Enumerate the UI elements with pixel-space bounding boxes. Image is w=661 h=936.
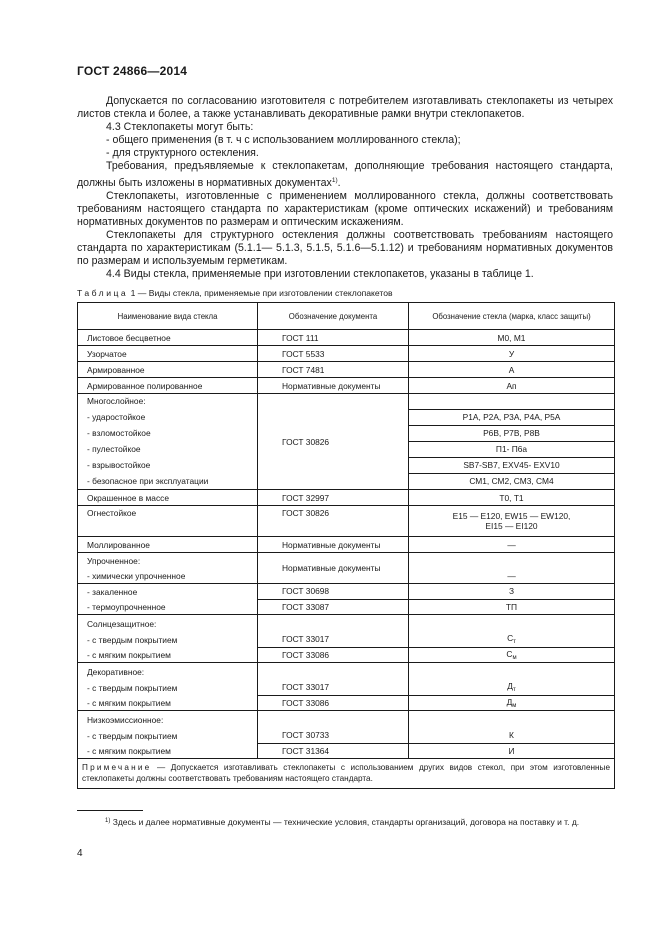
table-row	[78, 537, 615, 553]
page-number: 4	[77, 848, 83, 859]
footnote-ref: 1)	[331, 176, 338, 184]
table-cell: ГОСТ 33017	[258, 632, 409, 647]
table-note: Примечание — Допускается изготавливать стеклопакеты с использованием других видов стекол, при этом изготовленные стеклопакеты должны соответствовать требованиям настоящего стандарта.	[78, 759, 615, 789]
table-cell: Многослойное: - ударостойкое - взломостойкое - пулестойкое - взрывостойкое - безопасное при эксплуатации	[78, 394, 258, 490]
table-row	[78, 632, 615, 647]
table-row	[78, 599, 615, 615]
table-cell: ГОСТ 33087	[258, 599, 409, 615]
table-cell: У	[409, 346, 615, 362]
paragraph: Требования, предъявляемые к стеклопакетам, дополняющие требования настоящего стандарта, должны быть изложены в нормативных документах$^{1)}$.	[77, 160, 613, 189]
table-cell: Декоративное:	[78, 663, 258, 681]
table-cell: Листовое бесцветное	[78, 330, 258, 346]
table-cell: ГОСТ 31364	[258, 743, 409, 759]
table-cell: ГОСТ 30826	[258, 394, 409, 490]
table-row	[78, 647, 615, 663]
table-cell: К	[409, 728, 615, 743]
clause-4-4: 4.4 Виды стекла, применяемые при изготовлении стеклопакетов, указаны в таблице 1.	[106, 268, 534, 281]
table-cell: Моллированное	[78, 537, 258, 553]
paragraph: Стеклопакеты для структурного остекления должны соответствовать требованиям настоящего стандарта по характеристикам (5.1.1— 5.1.3, 5.1.5, 5.1.6—5.1.12) и требованиям нормативных документов по размерам и используемым герметикам.	[77, 228, 613, 268]
table-cell: - с мягким покрытием	[78, 695, 258, 711]
table-cell: А	[409, 362, 615, 378]
table-cell: ГОСТ 30733	[258, 728, 409, 743]
table-cell: ГОСТ 32997	[258, 490, 409, 506]
table-cell: - с твердым покрытием	[78, 680, 258, 695]
table-cell: Упрочненное:	[78, 553, 258, 569]
table-cell: Низкоэмиссионное:	[78, 711, 258, 729]
table-cell: - с мягким покрытием	[78, 647, 258, 663]
column-header: Обозначение стекла (марка, класс защиты)	[409, 303, 615, 330]
table-row-decorative	[78, 663, 615, 681]
table-row	[78, 728, 615, 743]
table-cell: Нормативные документы	[258, 537, 409, 553]
table-cell: ГОСТ 30698	[258, 584, 409, 600]
table-row-solar	[78, 615, 615, 633]
table-row-hardened	[78, 553, 615, 569]
table-row	[78, 362, 615, 378]
table-cell: Солнцезащитное:	[78, 615, 258, 633]
table-cell: ГОСТ 33086	[258, 695, 409, 711]
table-row	[78, 330, 615, 346]
table-cell	[258, 615, 409, 633]
list-item: - общего применения (в т. ч с использованием моллированного стекла);	[106, 134, 461, 147]
table-cell: Армированное	[78, 362, 258, 378]
list-item: - для структурного остекления.	[106, 147, 259, 160]
table-cell: - химически упрочненное	[78, 568, 258, 584]
table-cell: ГОСТ 111	[258, 330, 409, 346]
table-cell: ГОСТ 5533	[258, 346, 409, 362]
table-row	[78, 346, 615, 362]
paragraph: Допускается по согласованию изготовителя с потребителем изготавливать стеклопакеты из четырех листов стекла и более, а также устанавливать декоративные рамки внутри стеклопакетов.	[77, 95, 613, 121]
table-cell: Армированное полированное	[78, 378, 258, 394]
table-row-fireproof	[78, 506, 615, 537]
table-cell: - с твердым покрытием	[78, 632, 258, 647]
table-cell	[409, 615, 615, 633]
table-cell: Нормативные документы	[258, 378, 409, 394]
table-cell: М0, М1	[409, 330, 615, 346]
table-cell: $Д_м$	[409, 695, 615, 711]
table-cell	[409, 663, 615, 681]
table-row-multilayer	[78, 394, 615, 490]
table-cell: ГОСТ 33086	[258, 647, 409, 663]
table-cell: - термоупрочненное	[78, 599, 258, 615]
table-cell: ГОСТ 7481	[258, 362, 409, 378]
table-caption: Таблица 1 — Виды стекла, применяемые при изготовлении стеклопакетов	[77, 288, 393, 298]
table-cell: З	[409, 584, 615, 600]
table-row	[78, 680, 615, 695]
table-row	[78, 743, 615, 759]
footnote-divider	[77, 810, 143, 811]
table-cell: - с твердым покрытием	[78, 728, 258, 743]
table-cell: Нормативные документы	[258, 553, 409, 584]
paragraph: Стеклопакеты, изготовленные с применением моллированного стекла, должны соответствовать требованиям настоящего стандарта по характеристикам (кроме оптических искажений) и требованиям нормативных документов по размерам и оптическим искажениям.	[77, 189, 613, 228]
table-cell: $Д_т$	[409, 680, 615, 695]
table-cell: Окрашенное в массе	[78, 490, 258, 506]
table-cell: И	[409, 743, 615, 759]
table-cell: - закаленное	[78, 584, 258, 600]
table-row	[78, 584, 615, 600]
table-cell: Огнестойкое	[78, 506, 258, 537]
table-cell: ГОСТ 33017	[258, 680, 409, 695]
table-cell: Т0, Т1	[409, 490, 615, 506]
footnote: $^{1)}$ Здесь и далее нормативные документы — технические условия, стандарты организаций, договора на поставку и т. д.	[105, 817, 580, 827]
table-row	[78, 378, 615, 394]
table-cell: Р1А, Р2А, Р3А, Р4А, Р5А Р6В, Р7В, Р8В П1- П6а SB7-SB7, EXV45- EXV10 СМ1, СМ2, СМ3, СМ4	[409, 394, 615, 490]
table-cell	[409, 711, 615, 729]
table-cell: Ап	[409, 378, 615, 394]
table-cell: ТП	[409, 599, 615, 615]
glass-types-table	[77, 302, 615, 789]
clause-4-3: 4.3 Стеклопакеты могут быть:	[106, 121, 254, 134]
table-cell	[258, 663, 409, 681]
table-cell: - с мягким покрытием	[78, 743, 258, 759]
table-cell: ГОСТ 30826	[258, 506, 409, 537]
table-cell: $С_м$	[409, 647, 615, 663]
table-row	[78, 490, 615, 506]
table-row-low-emission	[78, 711, 615, 729]
table-cell: $С_т$	[409, 632, 615, 647]
column-header: Обозначение документа	[258, 303, 409, 330]
table-cell	[258, 711, 409, 729]
standard-code: ГОСТ 24866—2014	[77, 64, 188, 78]
table-cell: Узорчатое	[78, 346, 258, 362]
table-row	[78, 695, 615, 711]
body-text	[77, 95, 613, 281]
table-cell: Е15 — Е120, EW15 — EW120, EI15 — EI120	[409, 506, 615, 537]
table-cell: —	[409, 537, 615, 553]
table-cell: —	[409, 553, 615, 584]
table-note-row	[78, 759, 615, 789]
column-header: Наименование вида стекла	[78, 303, 258, 330]
